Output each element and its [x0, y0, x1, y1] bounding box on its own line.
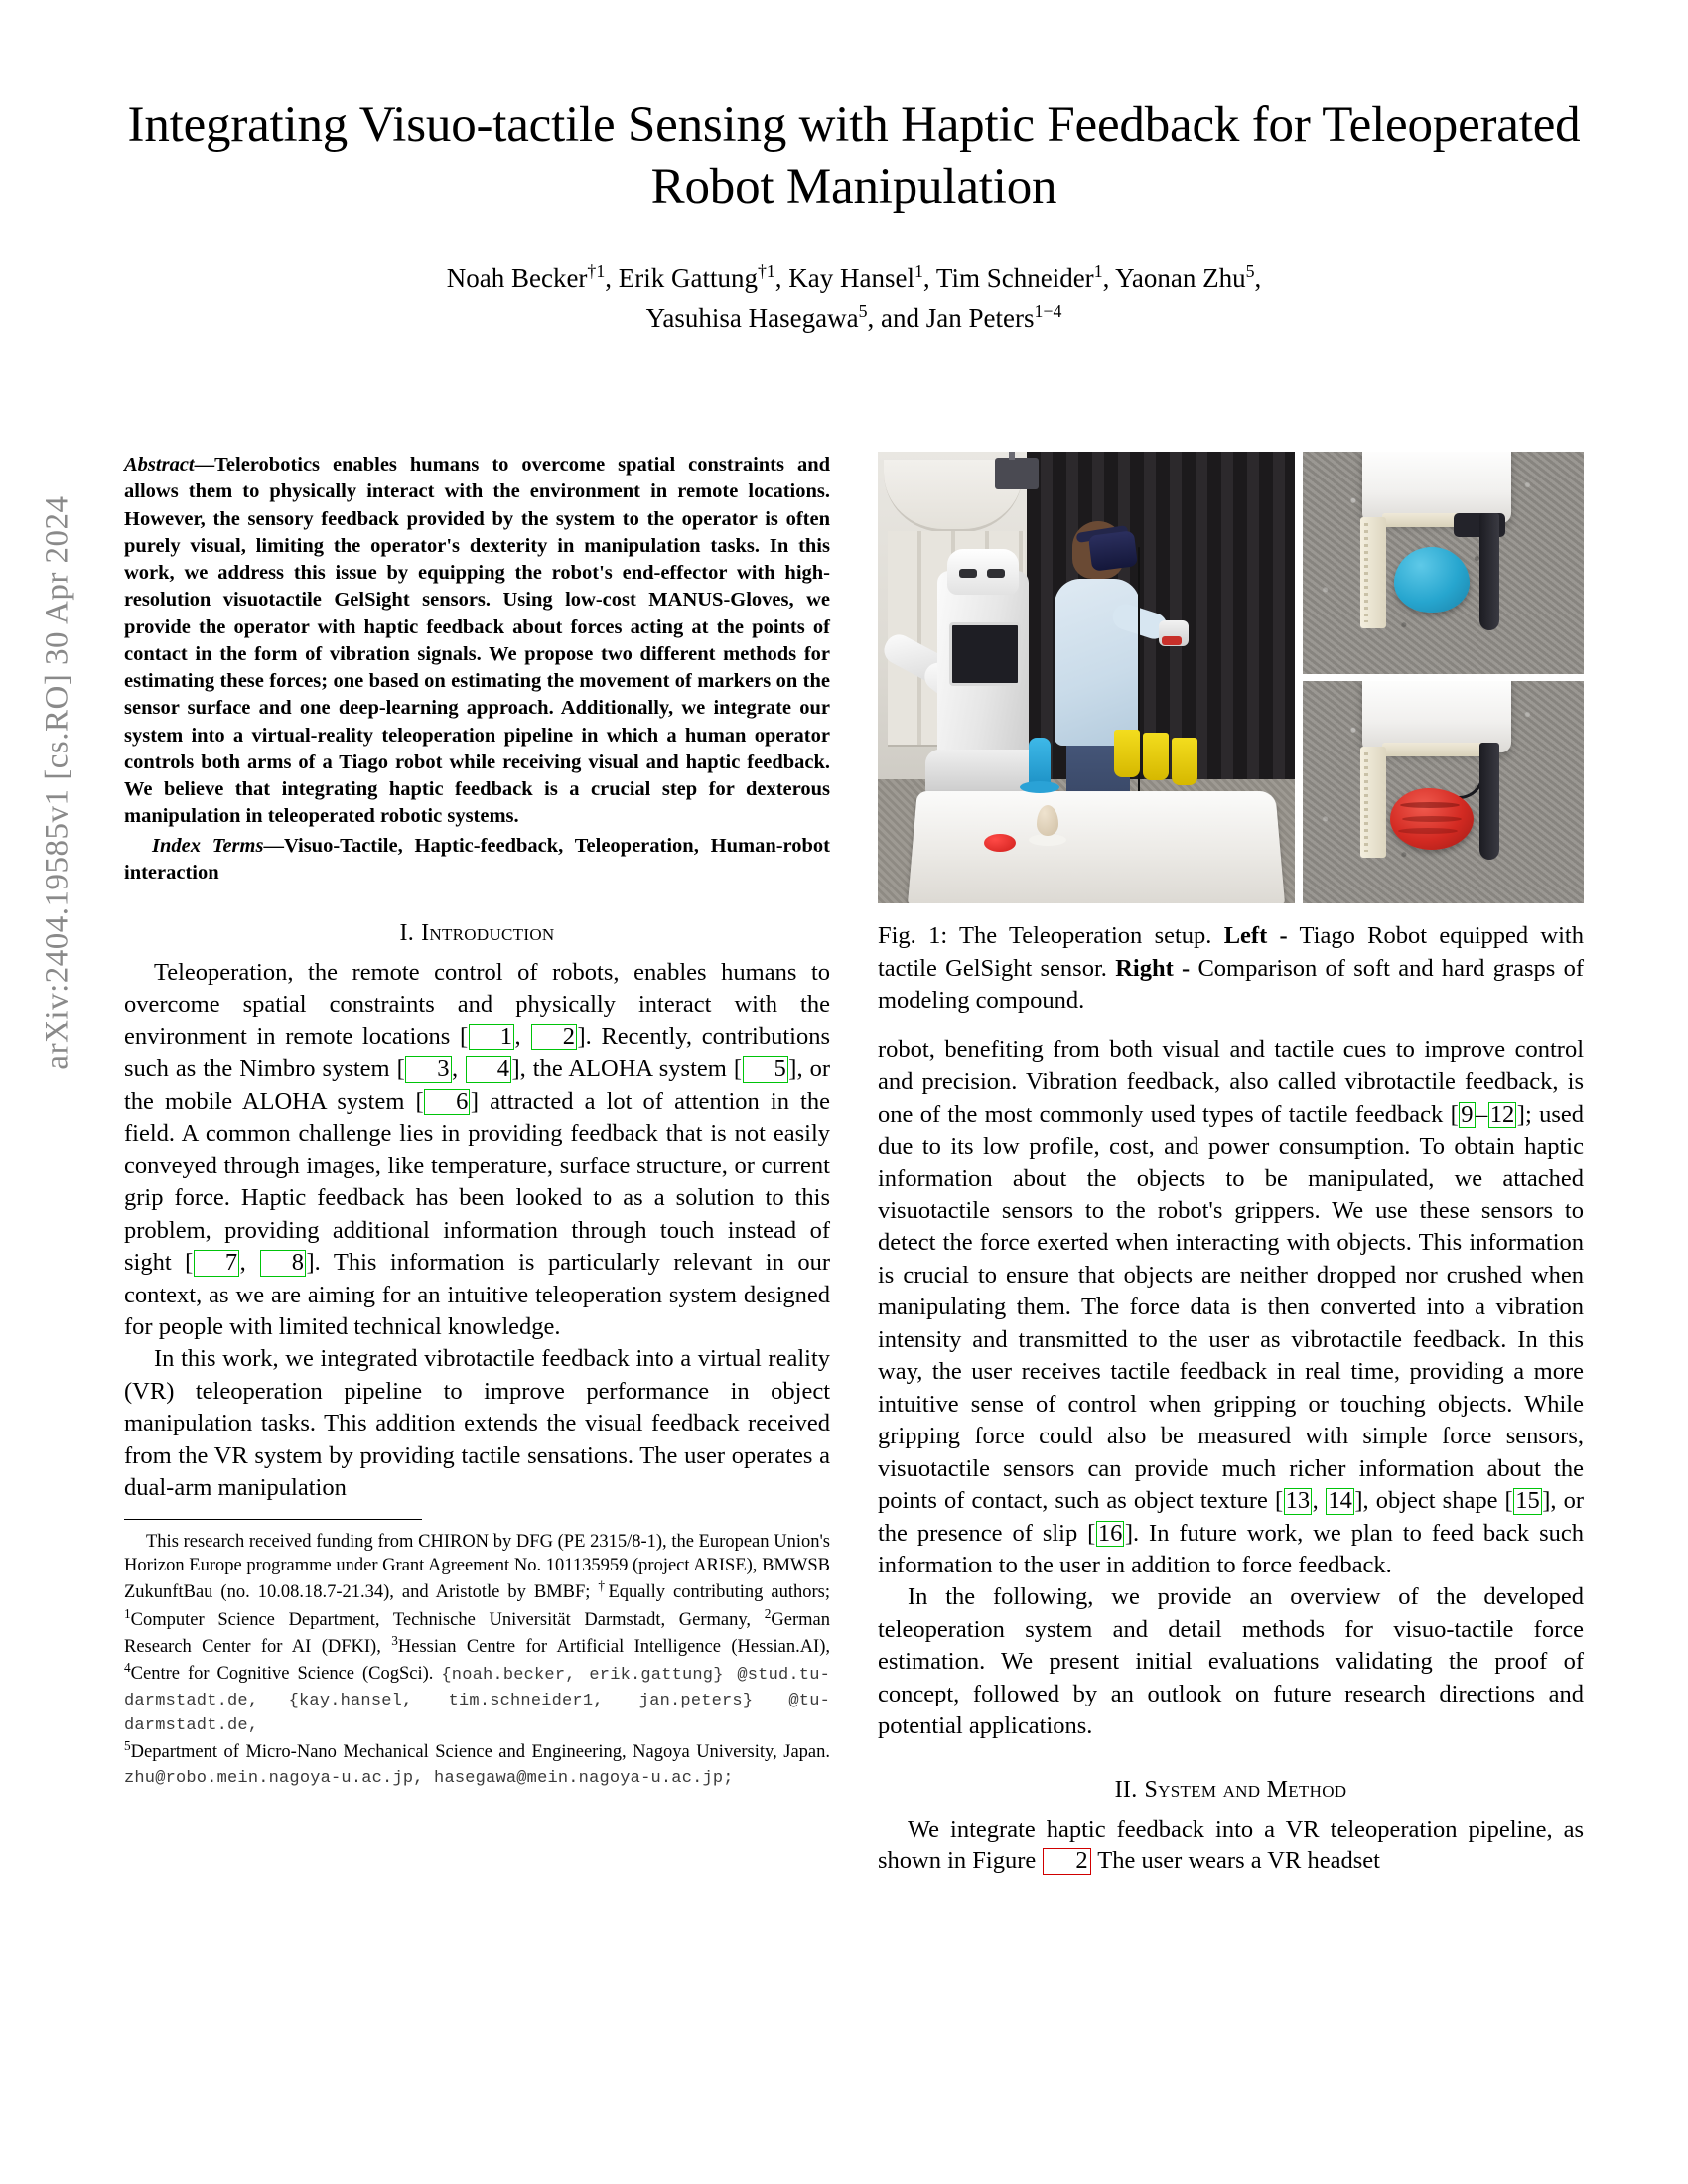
left-column: [124, 452, 830, 1878]
gripper-finger-left: [1360, 747, 1386, 858]
author-comma: ,: [1254, 263, 1262, 294]
intro-text-1: Teleoperation, the remote control of robots, enables humans to overcome spatial constraints and physically interact with the environment in remote locations: [124, 959, 830, 1050]
yellow-cups-group: [1114, 730, 1203, 784]
page-title: Integrating Visuo-tactile Sensing with Haptic Feedback for Teleoperated Robot Manipulation: [127, 97, 1581, 214]
citation-group-5: [ 5 ]: [733, 1055, 797, 1083]
egg-object: [1037, 805, 1058, 836]
citation-6[interactable]: 6: [424, 1089, 470, 1116]
right-text-2: ; used due to its low profile, cost, and power consumption. To obtain haptic information about the objects to be manipulated, we attached visuotactile sensors to the robot's grippers. We use these sensors to detect the force exerted when interacting with objects. This information is crucial to ensure that objects are neither dropped nor crushed when manipulating them. The force data is then converted into a vibration intensity and transmitted to the user as vibrotactile feedback. In this way, the user receives tactile feedback in real time, providing a more intuitive sense of control when gripping or touching objects. While gripping force could also be measured with simple force sensors, visuotactile sensors can provide much richer information about the points of contact, such as object texture: [878, 1100, 1585, 1515]
abstract-dash: —: [194, 454, 215, 476]
author-line-2: [124, 299, 1584, 338]
section-title-2: System and Method: [1144, 1776, 1347, 1803]
citation-group-3-4: [ 3 , 4 ]: [396, 1055, 520, 1083]
footnote-email-3[interactable]: zhu@robo.mein.nagoya-u.ac.jp, hasegawa@mein.nagoya-u.ac.jp;: [124, 1768, 734, 1788]
author-list: [124, 259, 1584, 337]
gripper-mount-link: [1382, 743, 1485, 756]
footnote-text-4: German Research Center for AI (DFKI),: [124, 1609, 830, 1658]
caption-bold-left: Left -: [1223, 922, 1288, 949]
citation-group-16: [ 16 ]: [1087, 1519, 1133, 1547]
figure-1-right-photos: [1303, 452, 1584, 903]
robot-head: [947, 549, 1019, 595]
right-column: [878, 452, 1584, 1878]
system-text-1: We integrate haptic feedback into a VR teleoperation pipeline, as shown in Figure: [878, 1815, 1584, 1875]
manus-glove-marker: [1162, 636, 1182, 645]
right-text-4: , or the presence of slip: [878, 1487, 1585, 1547]
footnote-sup-2: 2: [764, 1605, 772, 1621]
footnote-sup-1: 1: [124, 1605, 131, 1621]
gripper-finger-left: [1360, 517, 1386, 628]
red-disc-object: [984, 834, 1016, 852]
abstract-label: Abstract: [124, 454, 195, 476]
vr-headset: [1088, 530, 1138, 571]
yellow-cup: [1143, 733, 1169, 780]
author-erik-gattung: , Erik Gattung: [605, 263, 758, 294]
author-yaonan-zhu: , Yaonan Zhu: [1102, 263, 1246, 294]
figure-1-images: [878, 452, 1584, 903]
citation-5[interactable]: 5: [743, 1056, 788, 1083]
system-text-2: The user wears a VR headset: [1091, 1847, 1380, 1875]
author-sup-3: 1: [914, 261, 923, 282]
intro-text-3: , the ALOHA system: [519, 1055, 734, 1083]
author-sup-4: 1: [1093, 261, 1103, 282]
footnote-divider: [124, 1519, 422, 1520]
index-terms-text: Visuo-Tactile, Haptic-feedback, Teleoperation, Human-robot interaction: [124, 834, 831, 884]
figure-reference-2[interactable]: 2: [1043, 1848, 1090, 1875]
footnote-block: [124, 1530, 830, 1790]
right-text-1: robot, benefiting from both visual and tactile cues to improve control and precision. Vibration feedback, also called vibrotactile feedback, is one of the most commonly used types of tactile feedback: [878, 1035, 1584, 1128]
footnote-paragraph: [124, 1530, 830, 1790]
citation-group-15: [ 15 ]: [1504, 1487, 1551, 1515]
caption-text-2: Tiago Robot equipped with tactile GelSight sensor.: [878, 922, 1584, 982]
robot-eye-right: [987, 569, 1005, 578]
citation-8[interactable]: 8: [260, 1250, 306, 1277]
citation-group-9-12: [ 9 – 12 ]: [1450, 1100, 1525, 1128]
footnote-text-5: Hessian Centre for Artificial Intelligence (Hessian.AI),: [397, 1637, 831, 1658]
intro-paragraph-2: In this work, we integrated vibrotactile feedback into a virtual reality (VR) teleoperation pipeline to improve performance in object manipulation tasks. This addition extends the visual feedback received from the VR system by providing tactile sensations. The user operates a dual-arm manipulation: [124, 1345, 830, 1502]
author-yasuhisa-hasegawa: Yasuhisa Hasegawa: [645, 302, 859, 333]
footnote-sup-4: 4: [124, 1660, 131, 1676]
footnote-text-6: Centre for Cognitive Science (CogSci).: [130, 1664, 442, 1685]
author-noah-becker: Noah Becker: [446, 263, 588, 294]
footnote-text-2: Equally contributing authors;: [608, 1582, 831, 1603]
two-column-body: [124, 452, 1584, 1878]
citation-14[interactable]: 14: [1328, 1487, 1352, 1515]
right-paragraph-2: In the following, we provide an overview of the developed teleoperation system and detail methods for visuo-tactile force estimation. We present initial evaluations validating the proof of concept, followed by an outlook on future research directions and potential applications.: [878, 1583, 1584, 1740]
footnote-dagger: †: [598, 1578, 609, 1594]
citation-group-1-2: [ 1 , 2 ]: [460, 1023, 586, 1050]
robot-display: [949, 622, 1021, 686]
figure-1-caption: [878, 920, 1584, 1018]
intro-text-4: , or the mobile ALOHA system: [124, 1055, 831, 1115]
yellow-cup: [1114, 730, 1140, 777]
abstract-text: Telerobotics enables humans to overcome spatial constraints and allows them to physically interact with the environment in remote locations. However, the sensory feedback provided by the system to the operator is often purely visual, limiting the operator's dexterity in manipulation tasks. In this work, we address this issue by equipping the robot's end-effector with high-resolution visuotactile GelSight sensors. Using low-cost MANUS-Gloves, we provide the operator with haptic feedback about forces acting at the points of contact in the form of vibration signals. We propose two different methods for estimating these forces; one based on estimating the movement of markers on the sensor surface and one deep-learning approach. Additionally, we integrate our system into a virtual-reality teleoperation pipeline in which a human operator controls both arms of a Tiago robot while receiving visual and haptic feedback. We believe that integrating haptic feedback is a crucial step for dexterous manipulation in teleoperated robotic systems.: [124, 454, 830, 828]
gripper-finger-right: [1479, 743, 1499, 860]
citation-16[interactable]: 16: [1097, 1519, 1123, 1547]
author-sup-6: 5: [858, 300, 868, 321]
blue-modeling-compound: [1394, 547, 1470, 613]
author-sup-5: 5: [1245, 261, 1255, 282]
section-heading-system-and-method: [878, 1777, 1584, 1804]
footnote-email-1[interactable]: {noah.becker, erik.gattung} @stud.tu-darmstadt.de,: [124, 1666, 830, 1710]
citation-12[interactable]: 12: [1489, 1100, 1515, 1128]
citation-15[interactable]: 15: [1515, 1487, 1540, 1515]
section-number-2: II.: [1114, 1776, 1138, 1803]
footnote-sup-3: 3: [391, 1632, 398, 1648]
paper-page: [124, 0, 1584, 2184]
photo-teleoperation-setup: [878, 452, 1295, 903]
citation-group-6: [ 6 ]: [415, 1087, 480, 1115]
footnote-text-7: Department of Micro-Nano Mechanical Science and Engineering, Nagoya University, Japan.: [130, 1742, 830, 1763]
author-jan-peters: , and Jan Peters: [867, 302, 1035, 333]
photo-hard-grasp: [1303, 681, 1584, 903]
author-sup-7: 1−4: [1034, 300, 1062, 321]
index-terms-label: Index Terms: [152, 834, 264, 857]
robot-eye-left: [959, 569, 977, 578]
intro-paragraph-1: [124, 957, 830, 1343]
citation-7[interactable]: 7: [194, 1250, 239, 1277]
citation-3[interactable]: 3: [405, 1056, 451, 1083]
system-paragraph-1: [878, 1814, 1584, 1878]
author-sup-2: †1: [757, 261, 775, 282]
citation-group-13-14: [ 13 , 14 ]: [1274, 1487, 1363, 1515]
author-tim-schneider: , Tim Schneider: [922, 263, 1094, 294]
arxiv-stamp: arXiv:2404.19585v1 [cs.RO] 30 Apr 2024: [39, 495, 75, 1070]
intro-text-2: . Recently, contributions such as the Nimbro system: [124, 1023, 831, 1083]
red-modeling-compound: [1390, 788, 1474, 850]
index-terms: [124, 833, 830, 887]
figure-label: Fig. 1:: [878, 922, 948, 949]
section-heading-introduction: [124, 920, 830, 947]
caption-text-1: The Teleoperation setup.: [947, 922, 1224, 949]
blue-cone-object: [1029, 738, 1051, 789]
citation-1[interactable]: 1: [469, 1024, 514, 1051]
gripper-finger-right: [1479, 513, 1499, 630]
right-text-5: . In future work, we plan to feed back such information to the user in addition to force feedback.: [878, 1519, 1584, 1578]
citation-4[interactable]: 4: [466, 1056, 511, 1083]
citation-9[interactable]: 9: [1461, 1100, 1474, 1128]
section-number-1: I.: [399, 920, 415, 946]
author-kay-hansel: , Kay Hansel: [774, 263, 914, 294]
citation-13[interactable]: 13: [1285, 1487, 1311, 1515]
figure-1: [878, 452, 1584, 1018]
citation-group-7-8: [ 7 , 8 ]: [185, 1249, 315, 1277]
abstract: [124, 452, 830, 831]
footnote-email-2[interactable]: {kay.hansel, tim.schneider1, jan.peters} @tu-darmstadt.de,: [124, 1691, 830, 1736]
footnote-text-1: This research received funding from CHIRON by DFG (PE 2315/8-1), the European Union's Horizon Europe programme under Grant Agreement No. 101135959 (project ARISE), BMWSB ZukunftBau (no. 10.08.18.7-21.34), and Aristotle by BMBF;: [124, 1531, 830, 1603]
photo-soft-grasp: [1303, 452, 1584, 674]
intro-text-5: attracted a lot of attention in the field. A common challenge lies in providing feedback that is not easily conveyed through images, like temperature, surface structure, or current grip force. Haptic feedback has been looked to as a solution to this problem, providing additional information through touch instead of sight: [124, 1087, 830, 1277]
right-text-3: , object shape: [1362, 1487, 1505, 1515]
caption-text-3: Comparison of soft and hard grasps of modeling compound.: [878, 954, 1584, 1015]
right-paragraph-1: [878, 1034, 1584, 1582]
ceiling-tracker: [995, 458, 1039, 489]
author-sup-1: †1: [587, 261, 606, 282]
index-terms-dash: —: [263, 834, 284, 857]
intro-text-6: . This information is particularly relevant in our context, as we are aiming for an intuitive teleoperation system designed for people with limited technical knowledge.: [124, 1249, 831, 1340]
caption-bold-right: Right -: [1115, 954, 1191, 982]
footnote-text-3: Computer Science Department, Technische Universität Darmstadt, Germany,: [130, 1609, 765, 1630]
yellow-cup: [1172, 738, 1197, 785]
section-title-1: Introduction: [421, 920, 555, 946]
task-table: [908, 791, 1285, 903]
author-line-1: [124, 259, 1584, 298]
footnote-sup-5: 5: [124, 1738, 131, 1754]
citation-2[interactable]: 2: [531, 1024, 577, 1051]
